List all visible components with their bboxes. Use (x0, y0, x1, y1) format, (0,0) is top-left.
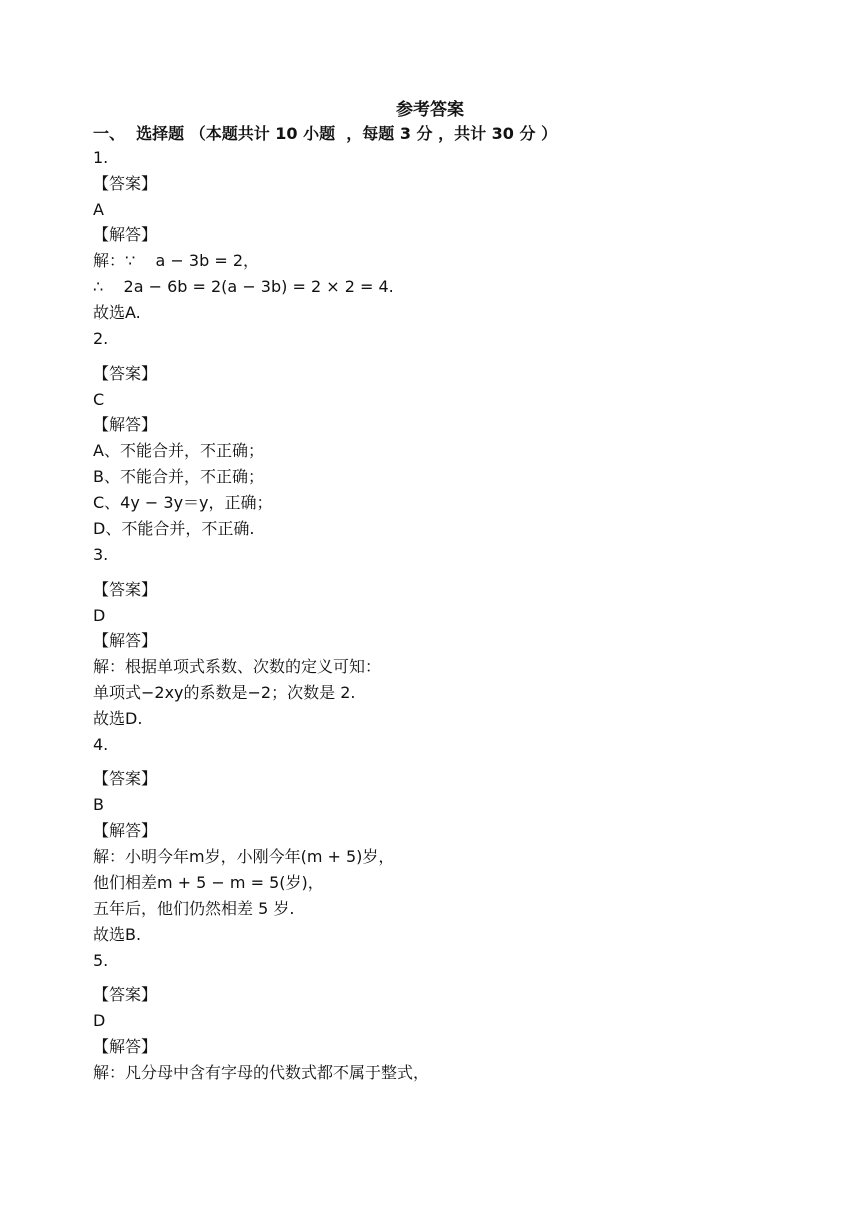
q3-line-3: 故选D. (93, 709, 143, 728)
q3-answer-label: 【答案】 (93, 580, 158, 599)
q1-answer: A (93, 200, 104, 219)
q2-line-3: C、4y − 3y＝y，正确； (93, 493, 273, 512)
q5-line-1: 解：凡分母中含有字母的代数式都不属于整式， (93, 1063, 430, 1082)
q3-number: 3. (93, 545, 109, 564)
q3-line-1: 解：根据单项式系数、次数的定义可知： (93, 657, 382, 676)
q2-line-4: D、不能合并，不正确. (93, 519, 255, 538)
q1-line-1: 解：∵ a − 3b = 2， (93, 251, 260, 270)
q5-answer: D (93, 1011, 106, 1030)
q5-solution-label: 【解答】 (93, 1037, 158, 1056)
q1-number: 1. (93, 148, 109, 167)
page-title: 参考答案 (396, 100, 464, 120)
q2-answer-label: 【答案】 (93, 364, 158, 383)
q2-number: 2. (93, 329, 109, 348)
q1-solution-label: 【解答】 (93, 225, 158, 244)
q2-line-2: B、不能合并，不正确； (93, 467, 264, 486)
q2-solution-label: 【解答】 (93, 415, 158, 434)
q4-answer-label: 【答案】 (93, 769, 158, 788)
q2-answer: C (93, 390, 105, 409)
q4-line-1: 解：小明今年m岁，小刚今年(m + 5)岁， (93, 847, 395, 866)
q1-line-3: 故选A. (93, 303, 141, 322)
q5-number: 5. (93, 951, 109, 970)
q4-answer: B (93, 795, 104, 814)
q4-line-4: 故选B. (93, 925, 142, 944)
q4-line-3: 五年后，他们仍然相差 5 岁. (93, 899, 295, 918)
q5-answer-label: 【答案】 (93, 985, 158, 1004)
q2-line-1: A、不能合并，不正确； (93, 441, 264, 460)
q4-line-2: 他们相差m + 5 − m = 5(岁)， (93, 873, 324, 892)
q1-answer-label: 【答案】 (93, 174, 158, 193)
q3-answer: D (93, 606, 106, 625)
q1-line-2: ∴ 2a − 6b = 2(a − 3b) = 2 × 2 = 4. (93, 277, 394, 296)
q3-line-2: 单项式−2xy的系数是−2；次数是 2. (93, 683, 356, 702)
q4-solution-label: 【解答】 (93, 821, 158, 840)
section-heading: 一、 选择题 （本题共计 10 小题 ，每题 3 分 ，共计 30 分 ） (93, 124, 558, 143)
q3-solution-label: 【解答】 (93, 631, 158, 650)
q4-number: 4. (93, 735, 109, 754)
